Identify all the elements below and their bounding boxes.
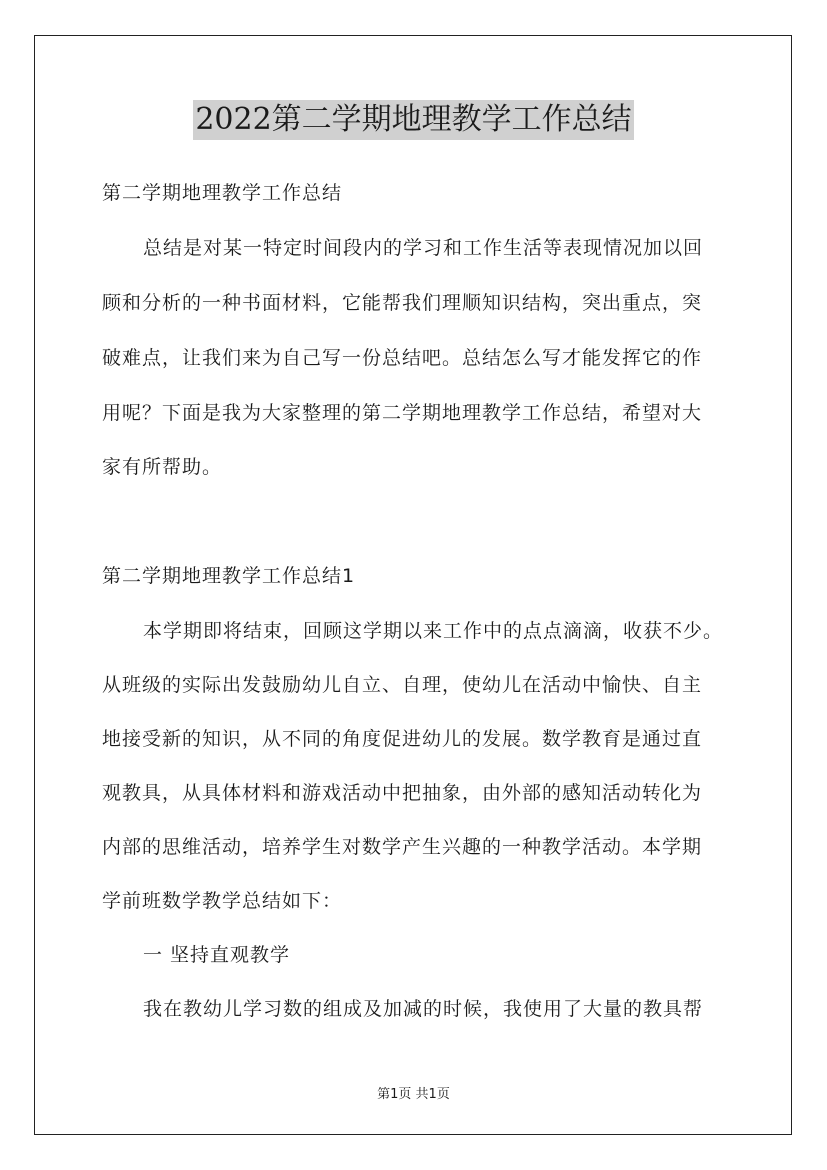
body-line: 观教具，从具体材料和游戏活动中把抽象，由外部的感知活动转化为: [102, 782, 703, 804]
body-line: 学前班数学教学总结如下：: [102, 890, 343, 912]
section-heading: 第二学期地理教学工作总结1: [102, 565, 356, 587]
subtitle: 第二学期地理教学工作总结: [102, 182, 343, 204]
intro-line: 用呢？下面是我为大家整理的第二学期地理教学工作总结，希望对大: [102, 402, 703, 424]
title-container: [0, 100, 827, 140]
document-title: 2022第二学期地理教学工作总结: [193, 100, 633, 140]
point-heading: 一 坚持直观教学: [143, 944, 291, 966]
body-line: 本学期即将结束，回顾这学期以来工作中的点点滴滴，收获不少。: [143, 620, 724, 642]
intro-line: 家有所帮助。: [102, 456, 223, 478]
body-line: 我在教幼儿学习数的组成及加减的时候，我使用了大量的教具帮: [143, 998, 704, 1020]
body-line: 从班级的实际出发鼓励幼儿自立、自理，使幼儿在活动中愉快、自主: [102, 674, 703, 696]
intro-line: 顾和分析的一种书面材料，它能帮我们理顺知识结构，突出重点，突: [102, 292, 703, 314]
body-line: 地接受新的知识，从不同的角度促进幼儿的发展。数学教育是通过直: [102, 728, 703, 750]
page-footer: 第1页 共1页: [377, 1087, 450, 1102]
intro-line: 破难点，让我们来为自己写一份总结吧。总结怎么写才能发挥它的作: [102, 347, 703, 369]
intro-line: 总结是对某一特定时间段内的学习和工作生活等表现情况加以回: [143, 237, 704, 259]
body-line: 内部的思维活动，培养学生对数学产生兴趣的一种教学活动。本学期: [102, 836, 703, 858]
